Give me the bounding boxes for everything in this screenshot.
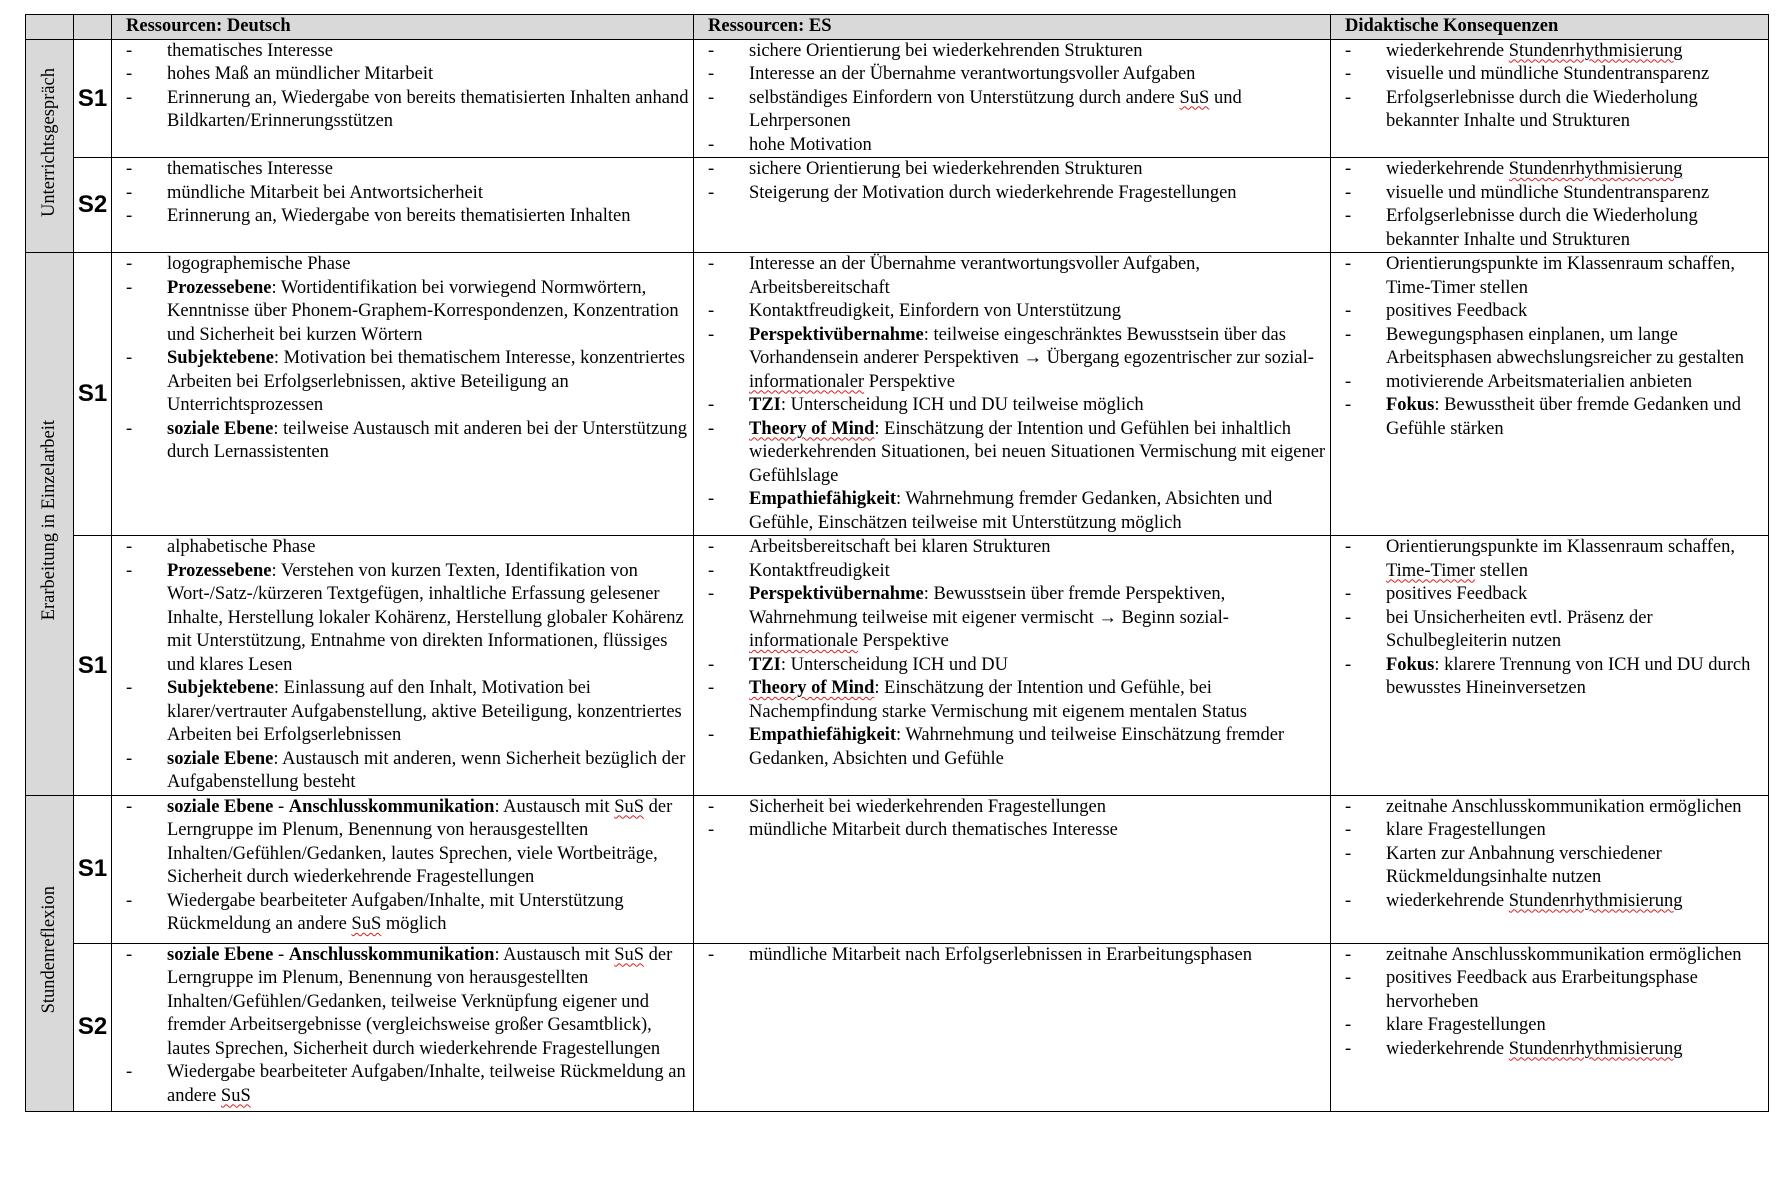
- table-body: [26, 39, 1769, 1111]
- text-run: Orientierungspunkte im Klassenraum schaffen,: [1386, 537, 1736, 557]
- list-item: [694, 253, 1326, 300]
- bold-term: Perspektivübernahme: [749, 324, 924, 345]
- ressourcen-deutsch-list: [112, 944, 693, 1109]
- didaktische-konsequenzen-cell: [1331, 158, 1769, 253]
- text-run: Perspektive: [857, 631, 949, 651]
- list-item: [1331, 324, 1764, 371]
- text-run: klare Fragestellungen: [1386, 820, 1546, 840]
- text-run: mündliche Mitarbeit bei Antwortsicherheit: [167, 182, 483, 203]
- text-run: Steigerung der Motivation durch wiederkehrende Fragestellungen: [749, 182, 1237, 203]
- text-run: wiederkehrende: [1386, 159, 1509, 179]
- list-item: [694, 796, 1326, 820]
- didaktische-konsequenzen-cell: [1331, 536, 1769, 796]
- table-row: [26, 943, 1769, 1111]
- list-item: [112, 205, 689, 229]
- list-item: [112, 890, 689, 937]
- bold-term: Empathiefähigkeit: [749, 725, 896, 745]
- ressourcen-deutsch-cell: [112, 39, 694, 158]
- table-row: [26, 253, 1769, 536]
- table-row: [26, 39, 1769, 158]
- didaktische-konsequenzen-list: [1331, 40, 1768, 134]
- text-run: : Bewusstsein über fremde Perspektiven, Wahrnehmung teilweise mit eigener vermischt → Beginn sozial-: [749, 584, 1229, 628]
- text-run: Erfolgserlebnisse durch die Wiederholung bekannter Inhalte und Strukturen: [1386, 206, 1698, 250]
- list-item: [1331, 1014, 1764, 1038]
- list-item: [112, 87, 689, 134]
- header-row: [26, 15, 1769, 40]
- text-run: : Austausch mit anderen, wenn Sicherheit bezüglich der Aufgabenstellung besteht: [167, 748, 686, 792]
- text-run: Arbeitsbereitschaft bei klaren Strukturen: [749, 537, 1051, 557]
- ressourcen-es-list: [694, 40, 1330, 158]
- text-run: visuelle und mündliche Stundentransparenz: [1386, 182, 1710, 203]
- text-run: selbständiges Einfordern von Unterstützung durch andere: [749, 87, 1180, 108]
- header-ressourcen-es: Ressourcen: ES: [694, 15, 1331, 40]
- didaktische-konsequenzen-cell: [1331, 253, 1769, 536]
- bold-term: Anschlusskommunikation: [288, 944, 495, 965]
- didaktische-konsequenzen-cell: [1331, 943, 1769, 1111]
- text-run: : Verstehen von kurzen Texten, Identifikation von Wort-/Satz-/kürzeren Textgefügen, inhaltliche Erfassung gelesener Inhalte, Herstellung lokaler Kohärenz, Herstellung globaler Kohärenz mit Unterstützung, Entnahme von direkten Informationen, flüssiges und klares Lesen: [167, 560, 684, 675]
- list-item: [1331, 205, 1764, 252]
- text-run: -: [273, 796, 289, 817]
- text-run: Wiedergabe bearbeiteter Aufgaben/Inhalte, teilweise Rückmeldung an andere: [167, 1062, 686, 1106]
- bold-term: TZI: [749, 654, 781, 675]
- list-item: [112, 182, 689, 206]
- text-run: Kontaktfreudigkeit: [749, 560, 890, 581]
- text-run: positives Feedback: [1386, 584, 1528, 604]
- didaktische-konsequenzen-list: [1331, 253, 1768, 441]
- list-item: [1331, 536, 1764, 583]
- list-item: [1331, 1038, 1764, 1062]
- ressourcen-es-cell: [694, 795, 1331, 943]
- text-run: : teilweise eingeschränktes Bewusstsein über das Vorhandensein anderer Perspektiven → Übergang egozentrischer zur sozial-: [749, 324, 1314, 368]
- didactic-analysis-table: [25, 14, 1769, 1112]
- text-run: Interesse an der Übernahme verantwortungsvoller Aufgaben, Arbeitsbereitschaft: [749, 254, 1201, 298]
- bold-term: Anschlusskommunikation: [288, 796, 495, 817]
- ressourcen-es-cell: [694, 943, 1331, 1111]
- text-run: wiederkehrende: [1386, 40, 1509, 61]
- text-run: : Wortidentifikation bei vorwiegend Normwörtern, Kenntnisse über Phonem-Graphem-Korrespondenzen, Konzentration und Sicherheit bei kurzen Wörtern: [167, 277, 679, 345]
- text-run: : Bewusstheit über fremde Gedanken und Gefühle stärken: [1386, 395, 1742, 439]
- text-run: : Wahrnehmung fremder Gedanken, Absichten und Gefühle, Einschätzen teilweise mit Unterstützung möglich: [749, 489, 1273, 533]
- didaktische-konsequenzen-list: [1331, 796, 1768, 914]
- list-item: [112, 63, 689, 87]
- list-item: [1331, 158, 1764, 182]
- list-item: [694, 63, 1326, 87]
- text-run: thematisches Interesse: [167, 159, 333, 179]
- text-run: Perspektive: [864, 371, 956, 392]
- header-student: [74, 15, 112, 40]
- text-run: Erfolgserlebnisse durch die Wiederholung bekannter Inhalte und Strukturen: [1386, 87, 1698, 131]
- text-run: positives Feedback aus Erarbeitungsphase hervorheben: [1386, 968, 1698, 1012]
- ressourcen-es-cell: [694, 39, 1331, 158]
- text-run: Orientierungspunkte im Klassenraum schaffen, Time-Timer stellen: [1386, 254, 1736, 298]
- list-item: [694, 182, 1326, 206]
- list-item: [1331, 300, 1764, 324]
- text-run: der Lerngruppe im Plenum, Benennung von herausgestellten Inhalten/Gefühlen/Gedanken, teilweise Verknüpfung eigener und fremder Arbeitsergebnisse (vergleichsweise großer Gesamtblick), lautes Sprechen, Sicherheit durch wiederkehrende Fragestellungen: [167, 944, 673, 1059]
- list-item: [694, 560, 1326, 584]
- text-run: : Austausch mit: [494, 796, 615, 817]
- text-run: und Lehrpersonen: [749, 87, 1242, 131]
- text-run: Erinnerung an, Wiedergabe von bereits thematisierten Inhalten: [167, 206, 631, 226]
- didaktische-konsequenzen-list: [1331, 158, 1768, 252]
- list-item: [694, 40, 1326, 64]
- phase-label-cell: [26, 253, 74, 796]
- bold-term: Empathiefähigkeit: [749, 489, 896, 509]
- list-item: [1331, 607, 1764, 654]
- list-item: [1331, 890, 1764, 914]
- bold-term: Subjektebene: [167, 348, 274, 368]
- text-run: : Einlassung auf den Inhalt, Motivation bei klarer/vertrauter Aufgabenstellung, aktive Beteiligung, konzentriertes Arbeiten bei Erfolgserlebnissen: [167, 678, 682, 745]
- list-item: [1331, 967, 1764, 1014]
- ressourcen-es-cell: [694, 253, 1331, 536]
- text-run: mündliche Mitarbeit nach Erfolgserlebnissen in Erarbeitungsphasen: [749, 944, 1252, 965]
- text-run: SuS: [614, 796, 645, 817]
- ressourcen-es-list: [694, 536, 1330, 771]
- bold-term: Perspektivübernahme: [749, 584, 924, 604]
- list-item: [694, 418, 1326, 489]
- text-run: stellen: [1475, 560, 1529, 581]
- phase-label-cell: [26, 39, 74, 253]
- ressourcen-deutsch-cell: [112, 943, 694, 1111]
- bold-term: Theory of Mind: [749, 418, 875, 439]
- student-label: S1: [74, 536, 112, 796]
- ressourcen-deutsch-cell: [112, 253, 694, 536]
- list-item: [1331, 944, 1764, 968]
- list-item: [112, 796, 689, 890]
- bold-term: soziale Ebene: [167, 418, 274, 439]
- text-run: hohes Maß an mündlicher Mitarbeit: [167, 64, 434, 84]
- ressourcen-deutsch-cell: [112, 795, 694, 943]
- ressourcen-deutsch-list: [112, 40, 693, 134]
- list-item: [694, 654, 1326, 678]
- list-item: [112, 418, 689, 465]
- student-label: S1: [74, 39, 112, 158]
- text-run: : klarere Trennung von ICH und DU durch bewusstes Hineinversetzen: [1386, 654, 1751, 698]
- text-run: Kontaktfreudigkeit, Einfordern von Unterstützung: [749, 301, 1121, 321]
- text-run: sichere Orientierung bei wiederkehrenden Strukturen: [749, 159, 1143, 179]
- text-run: visuelle und mündliche Stundentransparenz: [1386, 64, 1710, 84]
- table-row: [26, 536, 1769, 796]
- list-item: [1331, 843, 1764, 890]
- student-label: S2: [74, 943, 112, 1111]
- text-run: Bewegungsphasen einplanen, um lange Arbeitsphasen abwechslungsreicher zu gestalten: [1386, 324, 1745, 368]
- text-run: sichere Orientierung bei wiederkehrenden Strukturen: [749, 40, 1143, 61]
- bold-term: Subjektebene: [167, 678, 274, 698]
- text-run: : Unterscheidung ICH und DU: [780, 654, 1008, 675]
- bold-term: Prozessebene: [167, 277, 272, 298]
- didaktische-konsequenzen-list: [1331, 944, 1768, 1062]
- list-item: [694, 724, 1326, 771]
- text-run: wiederkehrende: [1386, 1038, 1509, 1059]
- list-item: [112, 1061, 689, 1108]
- text-run: motivierende Arbeitsmaterialien anbieten: [1386, 371, 1693, 392]
- list-item: [1331, 796, 1764, 820]
- bold-term: TZI: [749, 395, 781, 415]
- bold-term: Prozessebene: [167, 560, 272, 581]
- text-run: Interesse an der Übernahme verantwortungsvoller Aufgaben: [749, 64, 1196, 84]
- ressourcen-es-list: [694, 158, 1330, 205]
- text-run: Stundenrhythmisierung: [1508, 40, 1683, 61]
- ressourcen-es-list: [694, 796, 1330, 843]
- text-run: der Lerngruppe im Plenum, Benennung von herausgestellten Inhalten/Gefühlen/Gedanken, lautes Sprechen, viele Wortbeiträge, Sicherheit durch wiederkehrende Fragestellungen: [167, 796, 673, 887]
- list-item: [112, 40, 689, 64]
- text-run: SuS: [351, 914, 382, 934]
- text-run: Time-Timer: [1386, 560, 1476, 581]
- text-run: : Einschätzung der Intention und Gefühlen bei inhaltlich wiederkehrenden Situationen, bei neuen Situationen Vermischung mit eigener Gefühlslage: [749, 418, 1326, 486]
- text-run: : Wahrnehmung und teilweise Einschätzung fremder Gedanken, Absichten und Gefühle: [749, 725, 1285, 769]
- text-run: informationale: [749, 631, 858, 651]
- bold-term: Theory of Mind: [749, 678, 875, 698]
- text-run: : Motivation bei thematischem Interesse, konzentriertes Arbeiten bei Erfolgserlebnissen, aktive Beteiligung an Unterrichtsprozessen: [167, 348, 685, 415]
- ressourcen-es-list: [694, 944, 1330, 968]
- text-run: SuS: [614, 944, 645, 965]
- text-run: informationaler: [749, 371, 865, 392]
- list-item: [112, 347, 689, 418]
- list-item: [694, 300, 1326, 324]
- ressourcen-deutsch-list: [112, 253, 693, 465]
- text-run: -: [273, 944, 289, 965]
- student-label: S1: [74, 253, 112, 536]
- ressourcen-deutsch-list: [112, 536, 693, 795]
- text-run: Sicherheit bei wiederkehrenden Fragestellungen: [749, 796, 1107, 817]
- text-run: zeitnahe Anschlusskommunikation ermöglichen: [1386, 944, 1742, 965]
- list-item: [112, 253, 689, 277]
- bold-term: soziale Ebene: [167, 796, 274, 817]
- list-item: [112, 158, 689, 182]
- text-run: : teilweise Austausch mit anderen bei der Unterstützung durch Lernassistenten: [167, 418, 687, 462]
- list-item: [1331, 371, 1764, 395]
- list-item: [1331, 253, 1764, 300]
- bold-term: soziale Ebene: [167, 748, 274, 769]
- student-label: S1: [74, 795, 112, 943]
- list-item: [694, 488, 1326, 535]
- ressourcen-es-cell: [694, 158, 1331, 253]
- text-run: Erinnerung an, Wiedergabe von bereits thematisierten Inhalten anhand Bildkarten/Erinnerungsstützen: [167, 87, 689, 131]
- text-run: klare Fragestellungen: [1386, 1015, 1546, 1035]
- list-item: [112, 536, 689, 560]
- text-run: : Einschätzung der Intention und Gefühle, bei Nachempfindung starke Vermischung mit eigenem mentalen Status: [749, 678, 1248, 722]
- text-run: Stundenrhythmisierung: [1508, 1038, 1683, 1059]
- text-run: alphabetische Phase: [167, 537, 316, 557]
- ressourcen-deutsch-list: [112, 158, 693, 229]
- text-run: wiederkehrende: [1386, 890, 1509, 911]
- ressourcen-deutsch-list: [112, 796, 693, 937]
- header-phase: [26, 15, 74, 40]
- ressourcen-deutsch-cell: [112, 158, 694, 253]
- text-run: thematisches Interesse: [167, 40, 333, 61]
- text-run: Stundenrhythmisierung: [1508, 890, 1683, 911]
- header-didaktische-konsequenzen: Didaktische Konsequenzen: [1331, 15, 1769, 40]
- text-run: Wiedergabe bearbeiteter Aufgaben/Inhalte, mit Unterstützung Rückmeldung an andere: [167, 890, 624, 934]
- phase-label-cell: [26, 795, 74, 1111]
- text-run: möglich: [381, 914, 447, 934]
- list-item: [1331, 63, 1764, 87]
- list-item: [694, 819, 1326, 843]
- text-run: SuS: [220, 1085, 251, 1106]
- text-run: : Austausch mit: [494, 944, 615, 965]
- ressourcen-es-list: [694, 253, 1330, 535]
- list-item: [1331, 583, 1764, 607]
- table-row: [26, 158, 1769, 253]
- list-item: [694, 583, 1326, 654]
- list-item: [694, 87, 1326, 134]
- list-item: [1331, 819, 1764, 843]
- header-ressourcen-deutsch: Ressourcen: Deutsch: [112, 15, 694, 40]
- student-label: S2: [74, 158, 112, 253]
- list-item: [1331, 87, 1764, 134]
- text-run: Stundenrhythmisierung: [1508, 159, 1683, 179]
- list-item: [694, 394, 1326, 418]
- text-run: mündliche Mitarbeit durch thematisches Interesse: [749, 820, 1118, 840]
- table-row: [26, 795, 1769, 943]
- bold-term: Fokus: [1386, 395, 1435, 415]
- phase-label: Erarbeitung in Einzelarbeit: [38, 419, 59, 621]
- didaktische-konsequenzen-cell: [1331, 795, 1769, 943]
- didaktische-konsequenzen-cell: [1331, 39, 1769, 158]
- list-item: [1331, 40, 1764, 64]
- bold-term: soziale Ebene: [167, 944, 274, 965]
- bold-term: Fokus: [1386, 654, 1435, 675]
- list-item: [694, 134, 1326, 158]
- list-item: [112, 748, 689, 795]
- text-run: logographemische Phase: [167, 254, 351, 274]
- text-run: positives Feedback: [1386, 301, 1528, 321]
- list-item: [1331, 394, 1764, 441]
- list-item: [112, 677, 689, 748]
- list-item: [694, 158, 1326, 182]
- list-item: [112, 944, 689, 1062]
- list-item: [694, 677, 1326, 724]
- list-item: [112, 277, 689, 348]
- text-run: zeitnahe Anschlusskommunikation ermöglichen: [1386, 796, 1742, 817]
- list-item: [694, 944, 1326, 968]
- list-item: [1331, 654, 1764, 701]
- text-run: hohe Motivation: [749, 134, 872, 155]
- text-run: : Unterscheidung ICH und DU teilweise möglich: [780, 395, 1144, 415]
- ressourcen-es-cell: [694, 536, 1331, 796]
- text-run: SuS: [1179, 87, 1210, 108]
- list-item: [112, 560, 689, 678]
- list-item: [1331, 182, 1764, 206]
- text-run: bei Unsicherheiten evtl. Präsenz der Schulbegleiterin nutzen: [1386, 607, 1653, 651]
- didaktische-konsequenzen-list: [1331, 536, 1768, 701]
- ressourcen-deutsch-cell: [112, 536, 694, 796]
- phase-label: Unterrichtsgespräch: [38, 67, 59, 217]
- phase-label: Stundenreflexion: [38, 885, 59, 1013]
- list-item: [694, 324, 1326, 395]
- text-run: Karten zur Anbahnung verschiedener Rückmeldungsinhalte nutzen: [1386, 843, 1662, 887]
- list-item: [694, 536, 1326, 560]
